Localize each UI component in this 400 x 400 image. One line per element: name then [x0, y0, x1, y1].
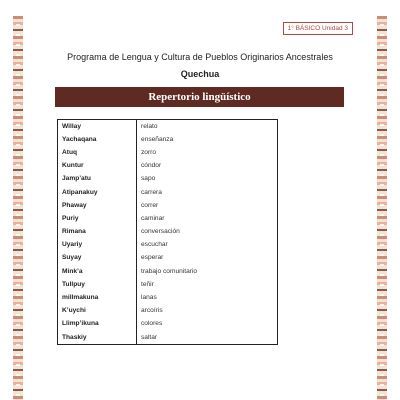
- quechua-term: Jamp’atu: [58, 173, 137, 186]
- table-row: [58, 291, 278, 304]
- table-row: [58, 252, 278, 265]
- quechua-term: Suyay: [58, 252, 137, 265]
- vocabulary-table: [57, 119, 278, 345]
- language-title: Quechua: [180, 69, 220, 79]
- vocabulary-table-body: [58, 120, 278, 345]
- table-row: [58, 160, 278, 173]
- spanish-meaning: conversación: [141, 228, 180, 236]
- table-row: [58, 199, 278, 212]
- table-row: [58, 265, 278, 278]
- quechua-term: Phaway: [58, 199, 137, 212]
- table-row: [58, 331, 278, 345]
- spanish-meaning: caminar: [141, 214, 165, 222]
- table-row: [58, 120, 278, 134]
- spanish-meaning: escuchar: [141, 241, 168, 249]
- spanish-meaning: carrera: [141, 188, 162, 196]
- quechua-term: Yachaqana: [58, 133, 137, 146]
- spanish-meaning: zorro: [141, 148, 157, 156]
- spanish-meaning: trabajo comunitario: [141, 267, 198, 275]
- quechua-term: Atipanakuy: [58, 186, 137, 199]
- quechua-term: Uyariy: [58, 239, 137, 252]
- quechua-term: Llimp’ikuna: [58, 318, 137, 331]
- top-bar: [0, 0, 400, 16]
- quechua-term: K’uychi: [58, 305, 137, 318]
- quechua-term: Willay: [58, 120, 137, 134]
- spanish-meaning: teñir: [141, 280, 154, 288]
- spanish-meaning: correr: [141, 201, 159, 209]
- table-row: [58, 226, 278, 239]
- spanish-meaning: saltar: [141, 333, 158, 341]
- quechua-term: Tullpuy: [58, 278, 137, 291]
- section-banner: Repertorio lingüístico: [55, 87, 344, 107]
- spanish-meaning: arcoíris: [141, 307, 163, 315]
- table-row: [58, 186, 278, 199]
- table-row: [58, 133, 278, 146]
- table-row: [58, 173, 278, 186]
- table-row: [58, 278, 278, 291]
- spanish-meaning: sapo: [141, 175, 156, 183]
- quechua-term: Puriy: [58, 212, 137, 225]
- table-row: [58, 239, 278, 252]
- quechua-term: Thaskiy: [58, 331, 137, 345]
- table-row: [58, 212, 278, 225]
- quechua-term: millmakuna: [58, 291, 137, 304]
- table-row: [58, 318, 278, 331]
- spanish-meaning: cóndor: [141, 162, 162, 170]
- spanish-meaning: lanas: [141, 294, 157, 302]
- quechua-term: Rimana: [58, 226, 137, 239]
- spanish-meaning: esperar: [141, 254, 164, 262]
- spanish-meaning: relato: [141, 122, 158, 130]
- quechua-term: Kuntur: [58, 160, 137, 173]
- unit-badge: 1° BÁSICO Unidad 3: [283, 22, 353, 35]
- spanish-meaning: enseñanza: [141, 135, 174, 143]
- table-row: [58, 146, 278, 159]
- program-title: Programa de Lengua y Cultura de Pueblos Originarios Ancestrales: [67, 52, 333, 62]
- table-row: [58, 305, 278, 318]
- spanish-meaning: colores: [141, 320, 163, 328]
- quechua-term: Mink’a: [58, 265, 137, 278]
- quechua-term: Atuq: [58, 146, 137, 159]
